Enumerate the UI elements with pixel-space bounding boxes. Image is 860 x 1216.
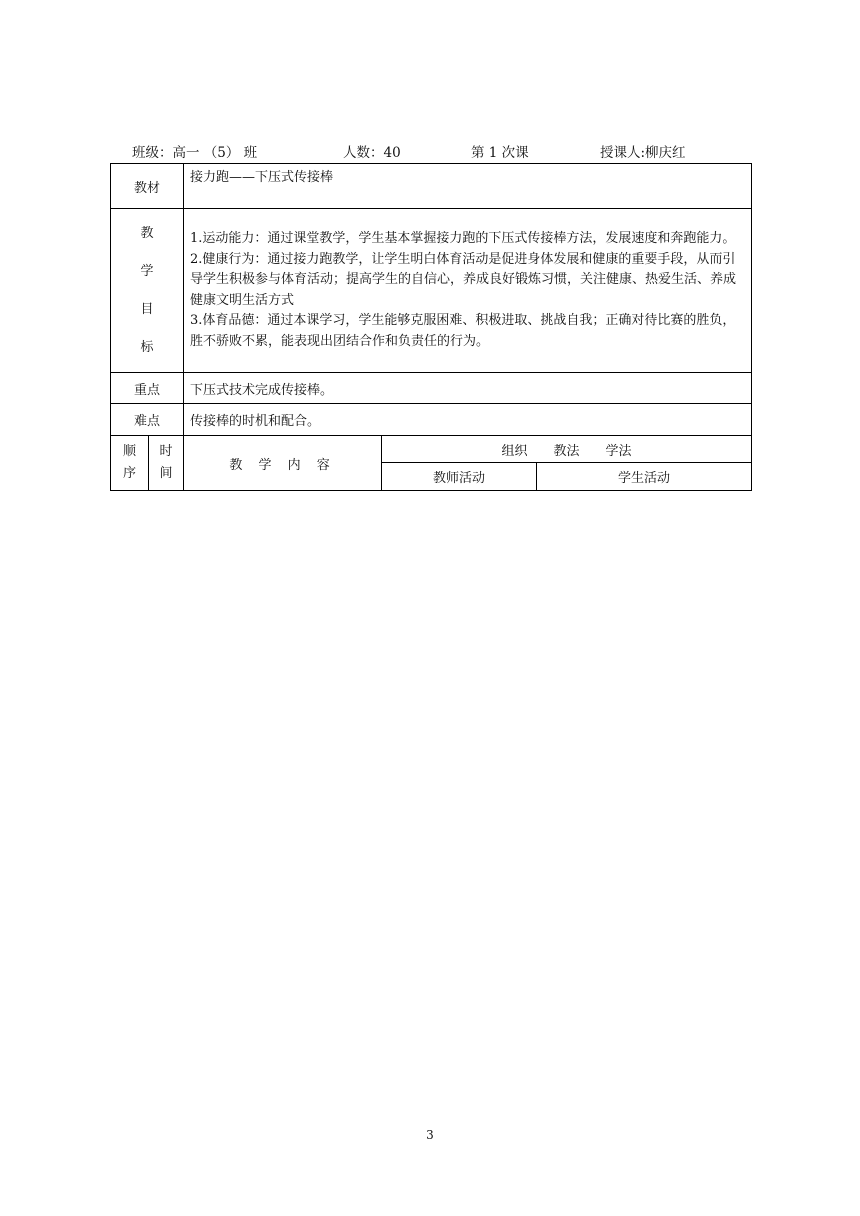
objectives-label: [111, 209, 184, 373]
student-activity-header: 学生活动: [537, 463, 752, 491]
column-header-row: [111, 436, 752, 463]
key-point-row: [111, 373, 752, 404]
teacher-activity-header: 教师活动: [382, 463, 537, 491]
key-point-label: 重点: [111, 373, 184, 404]
order-header-char: 序: [122, 466, 136, 481]
content-header: 教 学 内 容: [184, 436, 382, 491]
time-header-char: 时: [159, 444, 173, 459]
objectives-row: [111, 209, 752, 373]
difficulty-label: 难点: [111, 404, 184, 436]
objectives-text: [184, 209, 752, 373]
class-info: 班级：高一 （5） 班: [132, 145, 258, 161]
teacher-name: 授课人:柳庆红: [600, 145, 686, 161]
method-header: 组织 教法 学法: [382, 436, 752, 463]
time-header-char: 间: [159, 466, 173, 481]
objectives-label-char: 教: [140, 225, 154, 241]
lesson-plan-table: [110, 163, 752, 491]
key-point-value: 下压式技术完成传接棒。: [184, 373, 752, 404]
lesson-header: [110, 143, 750, 163]
student-count: 人数：40: [343, 145, 401, 161]
objectives-label-char: 标: [140, 339, 154, 355]
material-value: 接力跑——下压式传接棒: [184, 164, 752, 209]
objectives-label-char: 学: [140, 263, 154, 279]
difficulty-row: [111, 404, 752, 436]
material-row: [111, 164, 752, 209]
objective-item: 1.运动能力：通过课堂教学，学生基本掌握接力跑的下压式传接棒方法，发展速度和奔跑能力。: [190, 231, 736, 246]
order-header-char: 顺: [122, 444, 136, 459]
objectives-label-char: 目: [140, 301, 154, 317]
time-header: [149, 436, 184, 491]
objective-item: 2.健康行为：通过接力跑教学，让学生明白体育活动是促进身体发展和健康的重要手段，从而引导学生积极参与体育活动；提高学生的自信心，养成良好锻炼习惯，关注健康、热爱生活、养成健康文明生活方式: [190, 251, 737, 308]
material-label: 教材: [111, 164, 184, 209]
page-number: 3: [426, 1128, 434, 1142]
objective-item: 3.体育品德：通过本课学习，学生能够克服困难、积极进取、挑战自我；正确对待比赛的胜负，胜不骄败不累，能表现出团结合作和负责任的行为。: [190, 313, 736, 349]
difficulty-value: 传接棒的时机和配合。: [184, 404, 752, 436]
lesson-number: 第 1 次课: [471, 145, 529, 161]
order-header: [111, 436, 149, 491]
